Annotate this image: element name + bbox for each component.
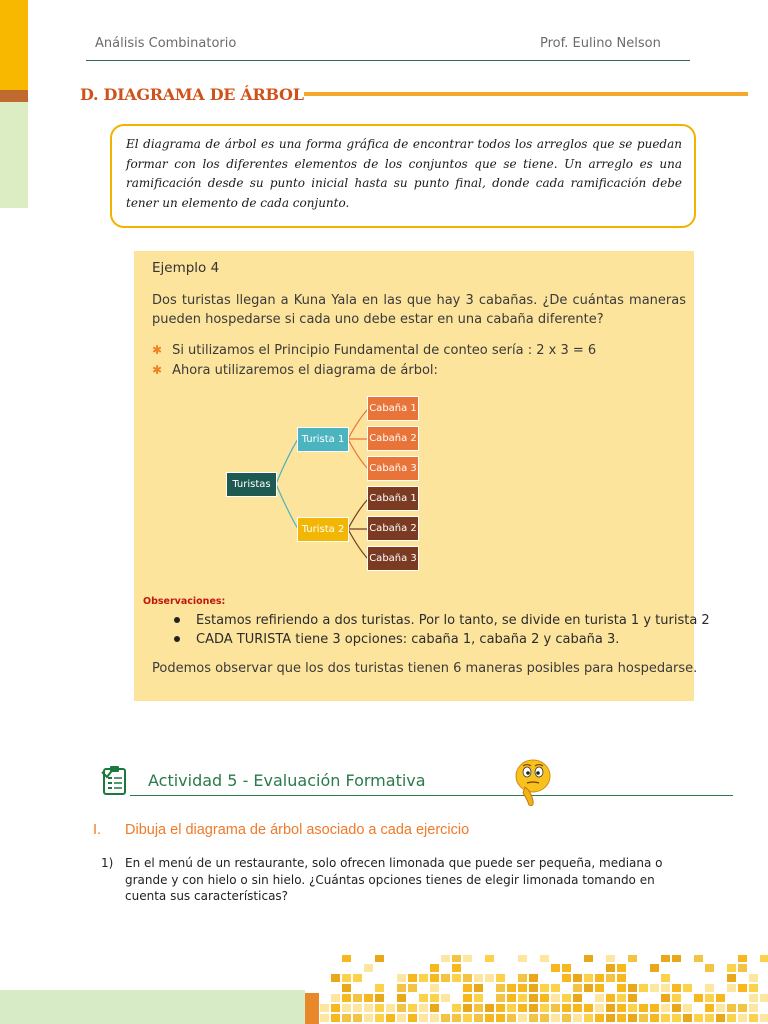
observation-item: Estamos refiriendo a dos turistas. Por lo tanto, se divide en turista 1 y turista 2	[174, 613, 710, 628]
tree-leaf-t2-cabana-1: Cabaña 1	[367, 486, 419, 511]
tree-line-root-t1	[276, 439, 298, 484]
asterisk-icon: ✱	[152, 363, 163, 377]
instruction-heading: I. Dibuja el diagrama de árbol asociado a cada ejercicio	[93, 822, 470, 838]
tree-leaf-t1-cabana-1: Cabaña 1	[367, 396, 419, 421]
asterisk-icon: ✱	[152, 343, 163, 357]
tree-node-turista-1: Turista 1	[297, 427, 349, 452]
question-1-text: En el menú de un restaurante, solo ofrecen limonada que puede ser pequeña, mediana o grande y con hielo o sin hielo. ¿Cuántas opciones tienes de elegir limonada tomando en cuenta sus características?	[125, 856, 663, 903]
footer-orange-band	[305, 993, 319, 1024]
footer-pixel-pattern	[320, 955, 768, 1024]
example-bullet: ✱ Si utilizamos el Principio Fundamental de conteo sería : 2 x 3 = 6	[152, 343, 597, 358]
example-bullet: ✱ Ahora utilizaremos el diagrama de árbol:	[152, 363, 438, 378]
tree-node-root: Turistas	[226, 472, 277, 497]
footer-green-band	[0, 990, 305, 1024]
tree-node-turista-2: Turista 2	[297, 517, 349, 542]
observations-label: Observaciones:	[143, 596, 226, 607]
observation-item: CADA TURISTA tiene 3 opciones: cabaña 1, cabaña 2 y cabaña 3.	[174, 632, 619, 647]
tree-leaf-t1-cabana-3: Cabaña 3	[367, 456, 419, 481]
section-title: D. DIAGRAMA DE ÁRBOL	[80, 85, 304, 104]
example-conclusion: Podemos observar que los dos turistas tienen 6 maneras posibles para hospedarse.	[152, 661, 698, 676]
activity-divider	[130, 795, 733, 796]
thinking-emoji-icon	[512, 757, 554, 809]
header-subject: Análisis Combinatorio	[95, 36, 237, 51]
question-1-number: 1)	[101, 856, 114, 870]
tree-line-t2-c3	[348, 529, 368, 559]
example-problem: Dos turistas llegan a Kuna Yala en las que hay 3 cabañas. ¿De cuántas maneras pueden hospedarse si cada uno debe estar en una cabaña diferente?	[152, 293, 686, 327]
clipboard-icon	[100, 764, 130, 796]
header-author: Prof. Eulino Nelson	[540, 36, 661, 51]
activity-title: Actividad 5 - Evaluación Formativa	[148, 771, 426, 790]
example-title: Ejemplo 4	[152, 260, 220, 276]
tree-leaf-t1-cabana-2: Cabaña 2	[367, 426, 419, 451]
tree-line-t1-c3	[348, 439, 368, 469]
question-1	[101, 855, 671, 905]
tree-line-t2-c1	[348, 499, 368, 529]
definition-text: El diagrama de árbol es una forma gráfica de encontrar todos los arreglos que se puedan formar con los diferentes elementos de los conjuntos que se tiene. Un arreglo es una ramificación desde su punto inicial hasta su punto final, donde cada ramificación debe tener un elemento de cada conjunto.	[126, 137, 682, 210]
tree-line-root-t2	[276, 484, 298, 529]
tree-leaf-t2-cabana-3: Cabaña 3	[367, 546, 419, 571]
tree-leaf-t2-cabana-2: Cabaña 2	[367, 516, 419, 541]
bullet-dot-icon	[174, 617, 180, 623]
bullet-dot-icon	[174, 636, 180, 642]
tree-line-t1-c1	[348, 409, 368, 439]
